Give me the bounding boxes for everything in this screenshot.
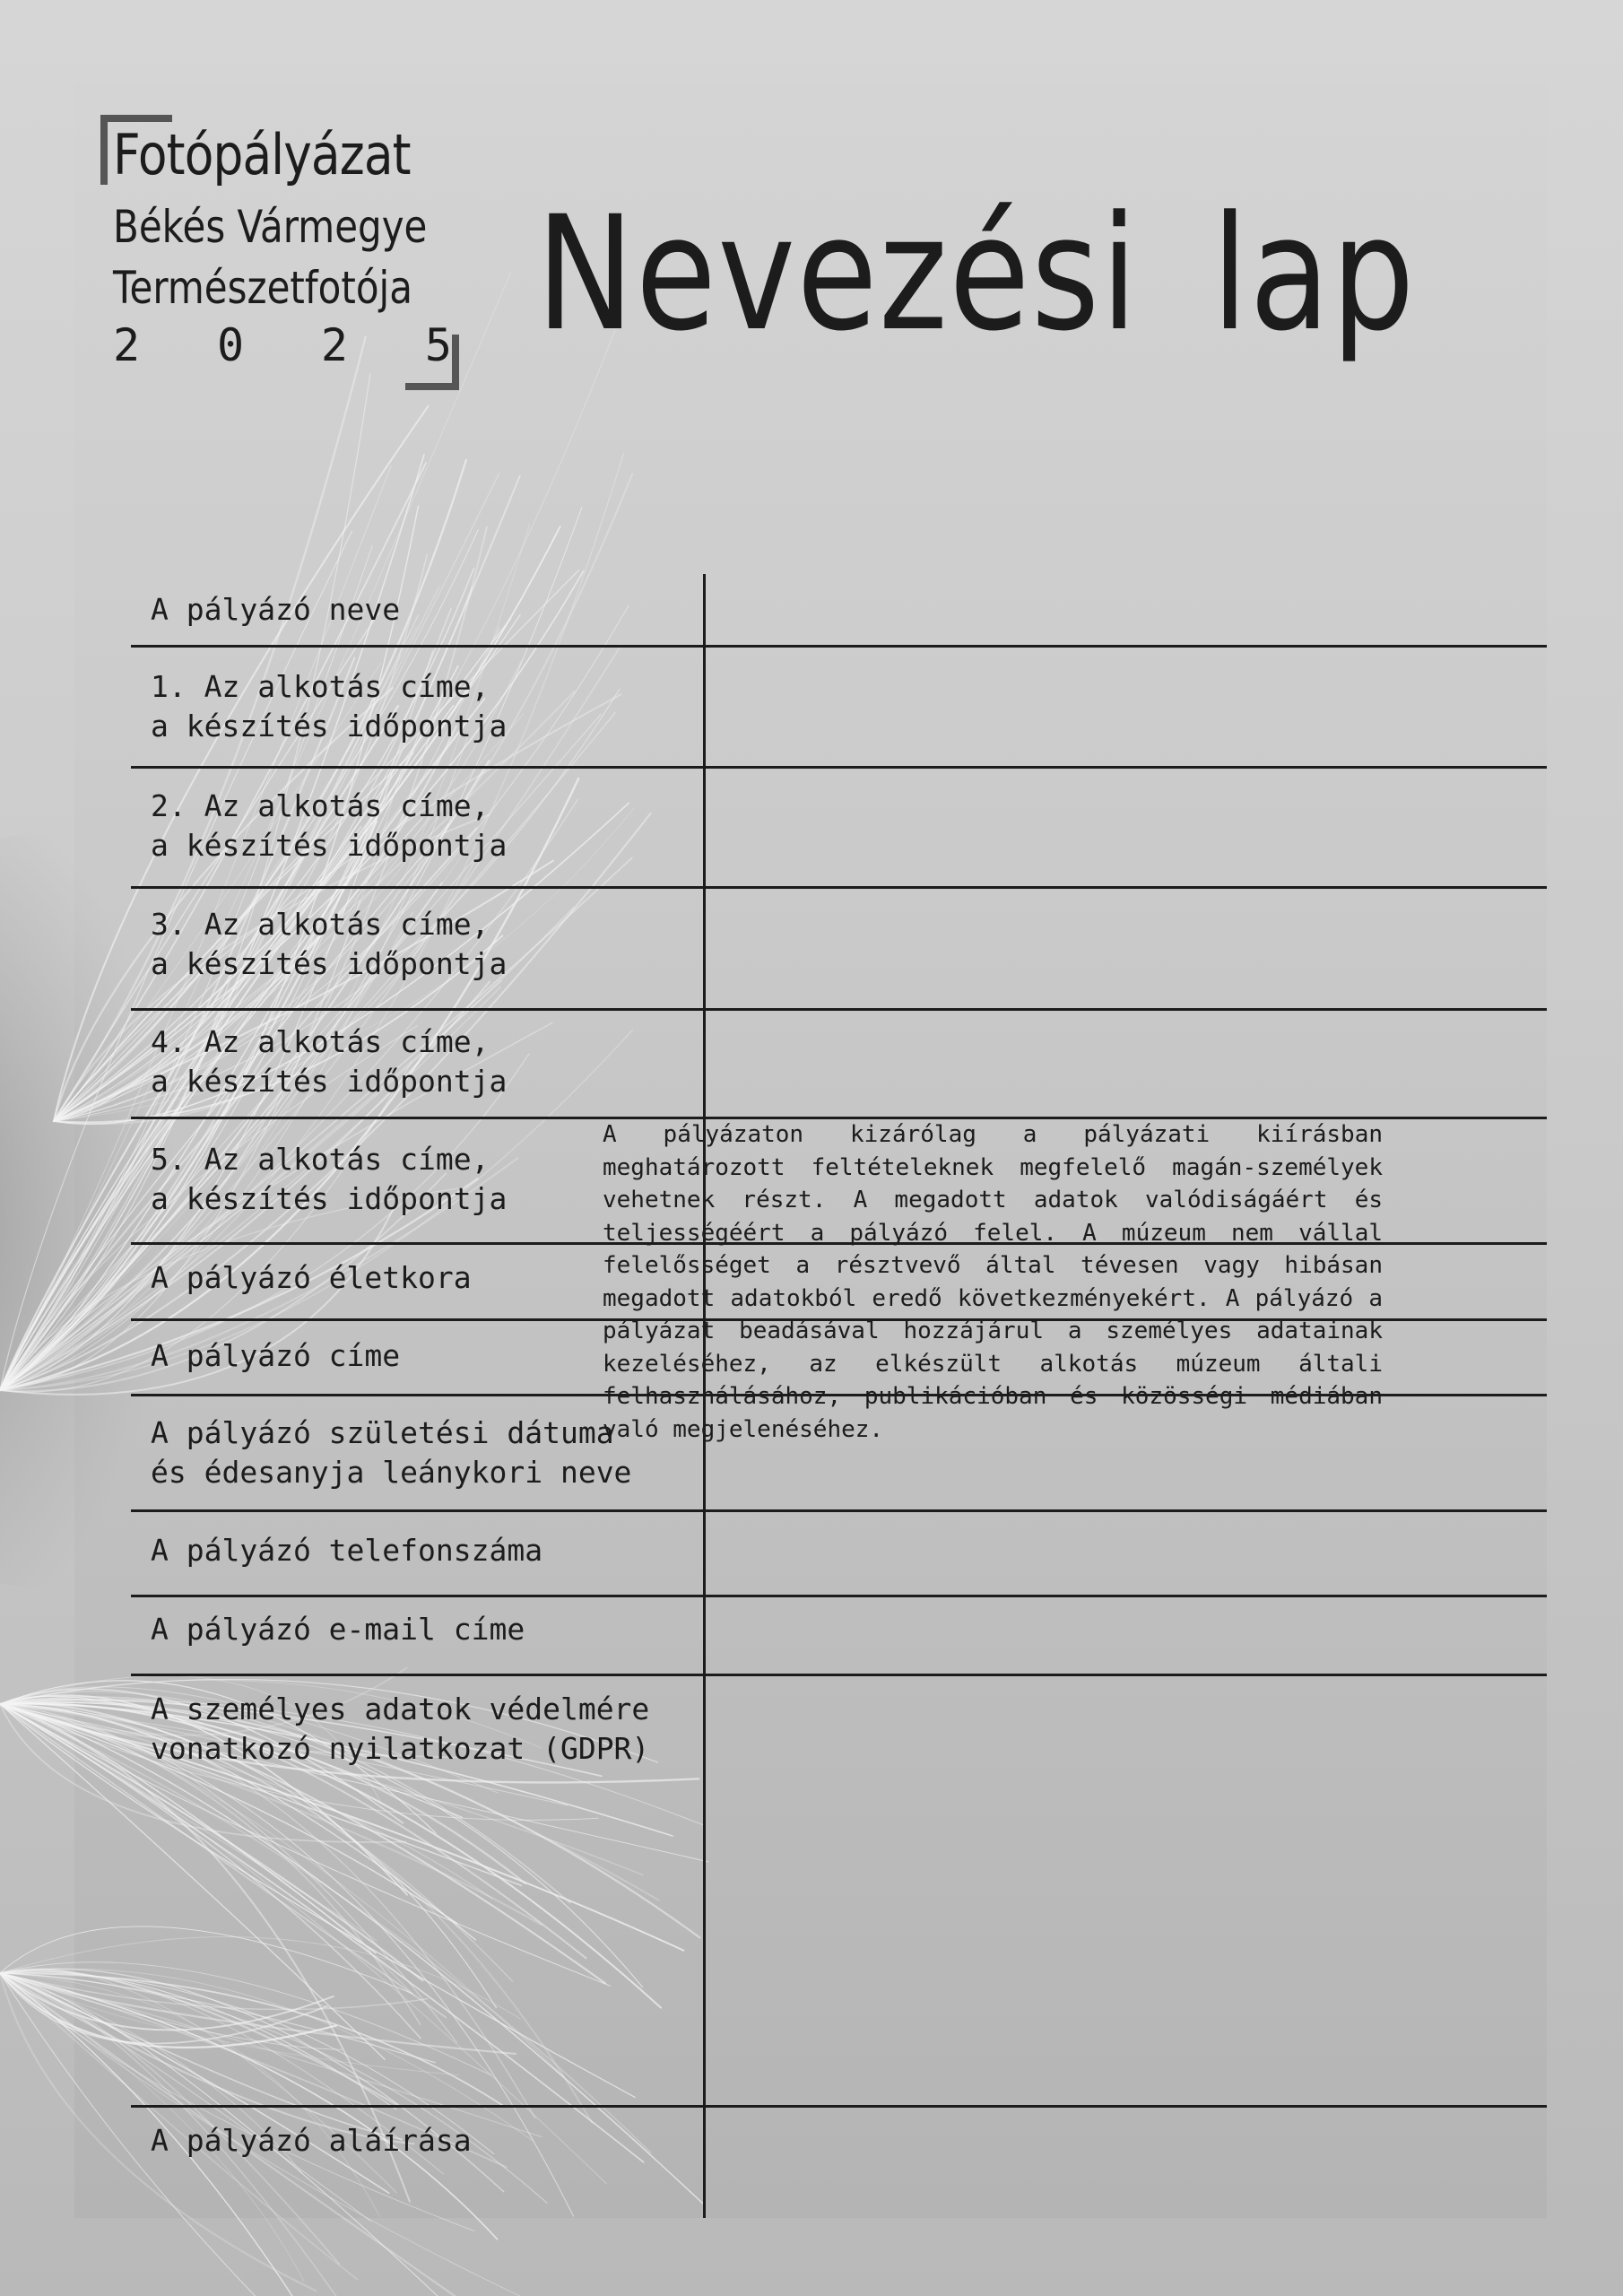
label-email: A pályázó e-mail címe xyxy=(151,1612,525,1647)
row-divider xyxy=(131,766,1547,769)
page-title: Nevezési lap xyxy=(536,182,1417,366)
row-divider xyxy=(131,1674,1547,1676)
logo-year xyxy=(113,319,452,371)
label-applicant-address: A pályázó címe xyxy=(151,1338,401,1373)
label-applicant-name: A pályázó neve xyxy=(151,592,401,627)
label-work-5: 5. Az alkotás címe, a készítés időpontja xyxy=(151,1142,508,1216)
logo-subtitle-county: Békés Vármegye xyxy=(113,201,428,253)
logo-title: Fotópályázat xyxy=(113,122,411,187)
row-divider xyxy=(131,1008,1547,1011)
label-gdpr: A személyes adatok védelmére vonatkozó nyilatkozat (GDPR) xyxy=(151,1692,650,1766)
logo-year-digit: 0 xyxy=(216,319,245,371)
label-birth-date-mother-name: A pályázó születési dátuma és édesanyja leánykori neve xyxy=(151,1415,632,1490)
label-signature: A pályázó aláírása xyxy=(151,2123,472,2158)
row-divider xyxy=(131,645,1547,648)
label-applicant-age: A pályázó életkora xyxy=(151,1260,472,1295)
logo-subtitle-nature: Természetfotója xyxy=(113,262,412,314)
label-phone-number: A pályázó telefonszáma xyxy=(151,1533,543,1568)
label-work-4: 4. Az alkotás címe, a készítés időpontja xyxy=(151,1024,508,1099)
row-divider xyxy=(131,1595,1547,1597)
logo-year-digit: 2 xyxy=(113,319,141,371)
row-divider xyxy=(131,1509,1547,1512)
label-work-2: 2. Az alkotás címe, a készítés időpontja xyxy=(151,788,508,863)
contest-logo xyxy=(100,115,459,393)
logo-year-digit: 5 xyxy=(424,319,452,371)
label-work-1: 1. Az alkotás címe, a készítés időpontja xyxy=(151,669,508,744)
gdpr-statement: A pályázaton kizárólag a pályázati kiírásban meghatározott feltételeknek megfelelő magán-személyek vehetnek részt. A megadott adatok valódiságáért és teljességéért a pályázó felel. A múzeum nem vállal felelősséget a résztvevő által tévesen vagy hibásan megadott adatokból eredő következményekért. A pályázó a pályázat beadásával hozzájárul a személyes adatainak kezeléséhez, az elkészült alkotás múzeum általi felhasználásához, publikációban és közösségi médiában való megjelenéséhez. xyxy=(603,1121,1383,1443)
row-divider xyxy=(131,2105,1547,2108)
logo-year-digit: 2 xyxy=(320,319,349,371)
row-divider xyxy=(131,886,1547,889)
label-work-3: 3. Az alkotás címe, a készítés időpontja xyxy=(151,907,508,981)
